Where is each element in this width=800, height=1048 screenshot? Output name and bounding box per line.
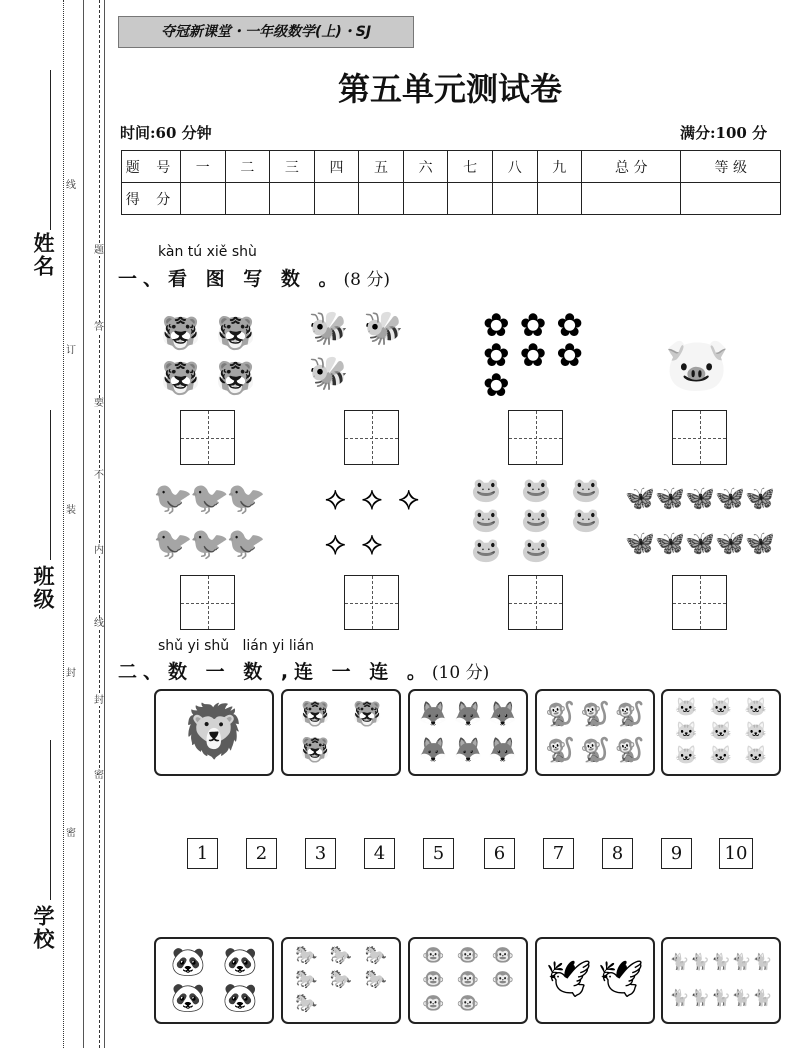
lion-icon: 🦁 bbox=[181, 702, 247, 762]
flower-icon: ✿ bbox=[482, 306, 510, 344]
seal-char: 装 bbox=[66, 505, 76, 516]
table-cell: 等 级 bbox=[681, 151, 781, 183]
cat-icon: 🐱 bbox=[675, 745, 698, 766]
seal-char: 密 bbox=[66, 828, 76, 839]
frog-icon: 🐸 bbox=[571, 506, 601, 534]
monkey-icon: 🐒 bbox=[580, 736, 610, 764]
school-blank-line bbox=[50, 740, 51, 900]
monkey-icon: 🐒 bbox=[614, 700, 645, 728]
monkey-icon: 🐵 bbox=[422, 969, 445, 990]
butterfly-icon: 🦋 bbox=[745, 528, 775, 557]
cat-icon: 🐈 bbox=[669, 988, 690, 1007]
bird-icon: 🐦 bbox=[226, 523, 267, 562]
horse-icon: 🐎 bbox=[364, 945, 387, 966]
butterfly-icon: 🦋 bbox=[625, 528, 655, 557]
section2-points: (10 分) bbox=[431, 663, 490, 683]
seal-char: 要 bbox=[94, 398, 104, 409]
table-cell: 总 分 bbox=[582, 151, 681, 183]
monkey-icon: 🐒 bbox=[580, 700, 610, 728]
cat-icon: 🐱 bbox=[709, 721, 733, 742]
time-limit: 时间:60 分钟 bbox=[120, 124, 212, 142]
monkey-icon: 🐒 bbox=[614, 736, 645, 764]
flower-icon: ✿ bbox=[482, 336, 510, 374]
section1-title: 一、看 图 写 数 。 bbox=[118, 268, 344, 290]
score-input-cell[interactable] bbox=[537, 183, 582, 215]
bird-icon: 🕊 bbox=[546, 959, 592, 1000]
seal-char: 密 bbox=[94, 770, 104, 781]
name-label: 姓名 bbox=[31, 232, 55, 278]
table-cell: 九 bbox=[537, 151, 582, 183]
butterfly-icon: 🦋 bbox=[715, 483, 745, 512]
tiger-icon: 🐯 bbox=[300, 700, 330, 728]
tiger-icon: 🐯 bbox=[160, 313, 201, 352]
score-input-cell[interactable] bbox=[681, 183, 781, 215]
butterfly-icon: 🦋 bbox=[685, 483, 715, 512]
cat-icon: 🐈 bbox=[690, 988, 711, 1007]
section1-points: (8 分) bbox=[343, 270, 390, 290]
seal-char: 封 bbox=[94, 695, 104, 706]
cat-icon: 🐱 bbox=[744, 697, 767, 718]
table-cell: 六 bbox=[403, 151, 448, 183]
number-box-6[interactable]: 6 bbox=[484, 838, 515, 869]
seal-char: 答 bbox=[94, 322, 104, 333]
table-cell: 八 bbox=[492, 151, 537, 183]
page-title: 第五单元测试卷 bbox=[337, 70, 562, 108]
cat-icon: 🐈 bbox=[752, 988, 773, 1007]
number-box-5[interactable]: 5 bbox=[423, 838, 454, 869]
table-cell: 二 bbox=[225, 151, 270, 183]
panda-icon: 🐼 bbox=[170, 945, 206, 978]
tiger-icon: 🐯 bbox=[215, 313, 256, 352]
bird-icon: 🐦 bbox=[153, 523, 193, 562]
number-box-4[interactable]: 4 bbox=[364, 838, 395, 869]
cat-icon: 🐈 bbox=[690, 952, 711, 971]
number-box-3[interactable]: 3 bbox=[305, 838, 336, 869]
bird-icon: 🕊 bbox=[598, 959, 644, 1000]
fox-icon: 🦊 bbox=[487, 700, 518, 728]
bird-icon: 🐦 bbox=[153, 478, 193, 517]
number-box-10[interactable]: 10 bbox=[719, 838, 753, 869]
cat-icon: 🐱 bbox=[744, 721, 767, 742]
bird-icon: 🐦 bbox=[189, 523, 230, 562]
panda-icon: 🐼 bbox=[222, 945, 258, 978]
frog-icon: 🐸 bbox=[471, 506, 501, 534]
fox-icon: 🦊 bbox=[418, 700, 449, 728]
butterfly-icon: 🦋 bbox=[655, 528, 685, 557]
score-table-header-row bbox=[122, 151, 781, 183]
number-box-7[interactable]: 7 bbox=[543, 838, 574, 869]
number-box-2[interactable]: 2 bbox=[246, 838, 277, 869]
series-banner: 夺冠新课堂・一年级数学(上)・SJ bbox=[118, 16, 414, 48]
frog-icon: 🐸 bbox=[521, 476, 551, 504]
answer-box[interactable] bbox=[672, 410, 727, 465]
flower-icon: ✿ bbox=[556, 336, 584, 374]
fox-icon: 🦊 bbox=[453, 700, 483, 728]
cat-icon: 🐈 bbox=[752, 952, 773, 971]
flower-icon: ✿ bbox=[519, 336, 547, 374]
monkey-icon: 🐵 bbox=[422, 945, 445, 966]
frog-icon: 🐸 bbox=[521, 536, 551, 564]
number-box-1[interactable]: 1 bbox=[187, 838, 218, 869]
tiger-icon: 🐯 bbox=[215, 358, 256, 397]
school-label: 学校 bbox=[31, 905, 55, 951]
table-cell: 四 bbox=[314, 151, 359, 183]
flower-icon: ✿ bbox=[519, 306, 547, 344]
section2-pinyin: shǔ yi shǔ lián yi lián bbox=[158, 638, 315, 654]
section1-heading bbox=[118, 264, 390, 291]
binding-dashed-line bbox=[99, 0, 100, 1048]
score-input-cell[interactable] bbox=[181, 183, 226, 215]
butterfly-icon: 🦋 bbox=[685, 528, 715, 557]
cat-icon: 🐈 bbox=[731, 988, 752, 1007]
score-input-cell[interactable] bbox=[403, 183, 448, 215]
seal-char: 封 bbox=[66, 668, 76, 679]
seal-char: 内 bbox=[94, 545, 104, 556]
score-input-cell[interactable] bbox=[270, 183, 315, 215]
cat-icon: 🐱 bbox=[709, 697, 733, 718]
horse-icon: 🐎 bbox=[364, 969, 387, 990]
score-input-cell[interactable] bbox=[359, 183, 404, 215]
margin-border bbox=[83, 0, 84, 1048]
number-box-9[interactable]: 9 bbox=[661, 838, 692, 869]
bee-icon: 🐝 bbox=[363, 308, 404, 347]
tiger-icon: 🐯 bbox=[352, 700, 382, 728]
monkey-icon: 🐵 bbox=[456, 993, 480, 1014]
horse-icon: 🐎 bbox=[295, 969, 318, 990]
fox-icon: 🦊 bbox=[453, 736, 483, 764]
score-input-cell[interactable] bbox=[492, 183, 537, 215]
section2-heading bbox=[118, 657, 489, 684]
panda-icon: 🐼 bbox=[222, 981, 258, 1014]
inner-border bbox=[104, 0, 105, 1048]
seal-char: 题 bbox=[94, 245, 104, 256]
cat-icon: 🐱 bbox=[709, 745, 733, 766]
frog-icon: 🐸 bbox=[471, 536, 501, 564]
answer-box[interactable] bbox=[180, 410, 235, 465]
monkey-icon: 🐒 bbox=[545, 736, 576, 764]
class-label: 班级 bbox=[31, 565, 55, 611]
frog-icon: 🐸 bbox=[521, 506, 551, 534]
cat-icon: 🐱 bbox=[675, 697, 698, 718]
horse-icon: 🐎 bbox=[295, 945, 318, 966]
butterfly-icon: 🦋 bbox=[625, 483, 655, 512]
outer-dashed-line bbox=[63, 0, 64, 1048]
butterfly-icon: 🦋 bbox=[745, 483, 775, 512]
monkey-icon: 🐒 bbox=[545, 700, 576, 728]
monkey-icon: 🐵 bbox=[456, 945, 480, 966]
table-cell: 五 bbox=[359, 151, 404, 183]
score-table-score-row bbox=[122, 183, 781, 215]
monkey-icon: 🐵 bbox=[456, 969, 480, 990]
table-cell: 三 bbox=[270, 151, 315, 183]
cat-icon: 🐈 bbox=[711, 988, 731, 1007]
dragonfly-icon: ⟡ bbox=[361, 478, 383, 517]
full-score: 满分:100 分 bbox=[680, 124, 768, 142]
table-cell: 一 bbox=[181, 151, 226, 183]
flower-icon: ✿ bbox=[482, 366, 510, 404]
cat-icon: 🐱 bbox=[744, 745, 767, 766]
score-table bbox=[121, 150, 781, 215]
cat-icon: 🐈 bbox=[669, 952, 690, 971]
fox-icon: 🦊 bbox=[418, 736, 449, 764]
picture-card[interactable] bbox=[661, 937, 781, 1024]
table-cell: 七 bbox=[448, 151, 493, 183]
answer-box[interactable] bbox=[508, 575, 563, 630]
answer-box[interactable] bbox=[672, 575, 727, 630]
horse-icon: 🐎 bbox=[295, 993, 318, 1014]
seal-char: 线 bbox=[66, 180, 76, 191]
flower-icon: ✿ bbox=[556, 306, 584, 344]
tiger-icon: 🐯 bbox=[300, 736, 330, 764]
cat-icon: 🐱 bbox=[675, 721, 698, 742]
panda-icon: 🐼 bbox=[170, 981, 206, 1014]
score-input-cell[interactable] bbox=[225, 183, 270, 215]
monkey-icon: 🐵 bbox=[491, 969, 514, 990]
butterfly-icon: 🦋 bbox=[715, 528, 745, 557]
cat-icon: 🐈 bbox=[711, 952, 731, 971]
table-cell: 得 分 bbox=[122, 183, 181, 215]
answer-box[interactable] bbox=[344, 575, 399, 630]
monkey-icon: 🐵 bbox=[491, 945, 514, 966]
butterfly-icon: 🦋 bbox=[655, 483, 685, 512]
tiger-icon: 🐯 bbox=[160, 358, 201, 397]
monkey-icon: 🐵 bbox=[422, 993, 445, 1014]
answer-box[interactable] bbox=[508, 410, 563, 465]
frog-icon: 🐸 bbox=[571, 476, 601, 504]
score-input-cell[interactable] bbox=[448, 183, 493, 215]
horse-icon: 🐎 bbox=[329, 969, 353, 990]
bird-icon: 🐦 bbox=[226, 478, 267, 517]
table-cell: 题 号 bbox=[122, 151, 181, 183]
dragonfly-icon: ⟡ bbox=[324, 478, 346, 517]
dragonfly-icon: ⟡ bbox=[324, 523, 346, 562]
answer-box[interactable] bbox=[344, 410, 399, 465]
number-box-8[interactable]: 8 bbox=[602, 838, 633, 869]
section1-pinyin: kàn tú xiě shù bbox=[158, 244, 257, 260]
score-input-cell[interactable] bbox=[582, 183, 681, 215]
horse-icon: 🐎 bbox=[329, 945, 353, 966]
score-input-cell[interactable] bbox=[314, 183, 359, 215]
dragonfly-icon: ⟡ bbox=[398, 478, 420, 517]
cat-icon: 🐈 bbox=[731, 952, 752, 971]
seal-char: 不 bbox=[94, 470, 104, 481]
dragonfly-icon: ⟡ bbox=[361, 523, 383, 562]
section2-title: 二、数 一 数 ,连 一 连 。 bbox=[118, 661, 432, 683]
bee-icon: 🐝 bbox=[308, 353, 349, 392]
bee-icon: 🐝 bbox=[308, 308, 349, 347]
seal-char: 线 bbox=[94, 618, 104, 629]
frog-icon: 🐸 bbox=[471, 476, 501, 504]
class-blank-line bbox=[50, 410, 51, 560]
seal-char: 订 bbox=[66, 345, 76, 356]
bird-icon: 🐦 bbox=[189, 478, 230, 517]
fox-icon: 🦊 bbox=[487, 736, 518, 764]
pig-icon: 🐷 bbox=[664, 335, 730, 395]
answer-box[interactable] bbox=[180, 575, 235, 630]
